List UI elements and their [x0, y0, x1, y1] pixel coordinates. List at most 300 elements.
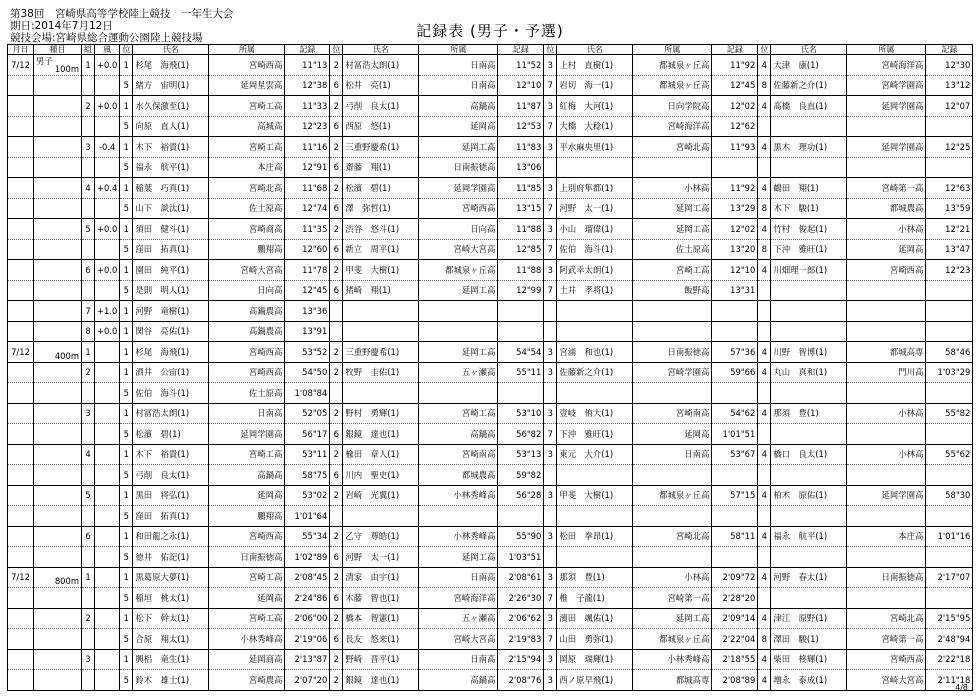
athlete-name: 柏木 原佑(1) [771, 485, 847, 506]
record-cell: 12"10 [712, 260, 758, 281]
record-cell: 2'17"07 [926, 567, 973, 588]
athlete-name: 窪田 拓真(1) [133, 506, 209, 527]
school-name: 都城農高 [847, 198, 926, 219]
record-cell: 53"10 [498, 403, 544, 424]
event-cell [34, 526, 82, 547]
place-cell: 4 [758, 670, 771, 691]
date-cell [8, 649, 34, 670]
place-cell: 2 [330, 362, 343, 383]
place-cell: 1 [120, 567, 133, 588]
record-cell: 13"12 [926, 75, 973, 96]
place-cell: 1 [120, 219, 133, 240]
record-cell: 54"50 [285, 362, 330, 383]
place-cell: 7 [544, 75, 557, 96]
athlete-name: 新立 周平(1) [343, 239, 419, 260]
date-cell [8, 137, 34, 158]
school-name [633, 321, 712, 342]
school-name: 宮崎西高 [847, 649, 926, 670]
event-cell [34, 116, 82, 137]
athlete-name: 河野 春太(1) [771, 567, 847, 588]
place-cell: 2 [330, 608, 343, 629]
athlete-name: 松濱 碧(1) [133, 424, 209, 445]
record-cell: 11"83 [498, 137, 544, 158]
place-cell: 5 [120, 198, 133, 219]
place-cell: 5 [120, 75, 133, 96]
school-name: 日向学院高 [633, 96, 712, 117]
record-cell: 12"23 [926, 260, 973, 281]
school-name: 宮崎大宮高 [847, 670, 926, 691]
record-cell [926, 157, 973, 178]
record-cell: 1'03"51 [498, 547, 544, 568]
school-name: 高鍋農高 [209, 301, 285, 322]
record-cell: 55"90 [498, 526, 544, 547]
record-cell: 1'03"29 [926, 362, 973, 383]
date-cell [8, 588, 34, 609]
athlete-name: 那須 豊(1) [557, 567, 633, 588]
athlete-name [771, 280, 847, 301]
column-header: 所属 [209, 45, 285, 55]
column-header-row [8, 45, 973, 55]
school-name [847, 424, 926, 445]
school-name: 日南振徳高 [419, 157, 498, 178]
place-cell [758, 116, 771, 137]
school-name: 飯野高 [633, 280, 712, 301]
heat-cell: 6 [82, 526, 95, 547]
record-cell [926, 424, 973, 445]
place-cell: 4 [758, 219, 771, 240]
place-cell: 6 [330, 116, 343, 137]
school-name: 門川高 [847, 362, 926, 383]
school-name: 宮崎西高 [209, 362, 285, 383]
athlete-name [557, 383, 633, 404]
record-cell: 12"74 [285, 198, 330, 219]
page-number: 4/8 [955, 683, 968, 692]
record-cell: 11"93 [712, 137, 758, 158]
athlete-name: 佐藤新之介(1) [771, 75, 847, 96]
school-name: 高鍋高 [419, 96, 498, 117]
record-cell: 12"45 [285, 280, 330, 301]
table-row [8, 301, 973, 322]
event-cell [34, 280, 82, 301]
place-cell: 2 [330, 219, 343, 240]
place-cell: 5 [120, 280, 133, 301]
place-cell: 2 [330, 96, 343, 117]
record-cell: 2'48"94 [926, 629, 973, 650]
wind-cell [95, 670, 120, 691]
event-cell [34, 403, 82, 424]
record-cell: 56"82 [498, 424, 544, 445]
school-name: 都城泉ヶ丘高 [633, 485, 712, 506]
place-cell: 3 [544, 342, 557, 363]
record-cell: 55"82 [926, 403, 973, 424]
school-name: 宮崎北高 [847, 608, 926, 629]
place-cell: 5 [120, 588, 133, 609]
school-name: 都城泉ヶ丘高 [633, 55, 712, 76]
date-cell [8, 301, 34, 322]
record-cell [498, 506, 544, 527]
athlete-name: 川内 聖史(1) [343, 465, 419, 486]
wind-cell [95, 547, 120, 568]
place-cell [544, 383, 557, 404]
athlete-name: 和田龍之永(1) [133, 526, 209, 547]
place-cell: 3 [544, 649, 557, 670]
school-name: 都城泉ヶ丘高 [633, 629, 712, 650]
table-row [8, 96, 973, 117]
school-name [633, 301, 712, 322]
wind-cell [95, 608, 120, 629]
athlete-name: 阿武幸太朗(1) [557, 260, 633, 281]
athlete-name: 須田 健斗(1) [133, 219, 209, 240]
place-cell: 3 [544, 567, 557, 588]
record-cell: 58"46 [926, 342, 973, 363]
record-cell [926, 588, 973, 609]
record-cell: 1'01"64 [285, 506, 330, 527]
school-name: 宮崎南高 [419, 444, 498, 465]
table-row [8, 547, 973, 568]
athlete-name: 乙守 尊皓(1) [343, 526, 419, 547]
athlete-name: 関谷 亮佑(1) [133, 321, 209, 342]
athlete-name: 山下 談汰(1) [133, 198, 209, 219]
place-cell [544, 465, 557, 486]
date-cell [8, 116, 34, 137]
place-cell: 2 [330, 260, 343, 281]
record-cell: 11"87 [498, 96, 544, 117]
place-cell: 7 [544, 280, 557, 301]
place-cell: 7 [544, 588, 557, 609]
school-name: 佐土原高 [209, 198, 285, 219]
athlete-name: 柴田 柊輝(1) [771, 649, 847, 670]
record-cell: 12"02 [712, 96, 758, 117]
school-name: 宮崎西高 [847, 260, 926, 281]
place-cell [758, 280, 771, 301]
column-header: 位 [758, 45, 771, 55]
athlete-name: 杉尾 海飛(1) [133, 342, 209, 363]
place-cell: 4 [758, 526, 771, 547]
place-cell: 3 [544, 178, 557, 199]
date-cell [8, 219, 34, 240]
table-row [8, 670, 973, 691]
school-name: 延岡工高 [419, 137, 498, 158]
athlete-name: 三重野慶希(1) [343, 342, 419, 363]
wind-cell: +0.0 [95, 219, 120, 240]
athlete-name: 河野 太一(1) [343, 547, 419, 568]
athlete-name [343, 301, 419, 322]
wind-cell: +0.0 [95, 321, 120, 342]
athlete-name: 鶴田 翔(1) [771, 178, 847, 199]
place-cell: 3 [544, 403, 557, 424]
record-cell [926, 506, 973, 527]
record-cell: 2'08"76 [498, 670, 544, 691]
athlete-name: 緒方 宙明(1) [133, 75, 209, 96]
wind-cell [95, 444, 120, 465]
place-cell: 5 [120, 383, 133, 404]
record-cell: 58"11 [712, 526, 758, 547]
record-cell: 2'15"94 [498, 649, 544, 670]
heat-cell [82, 198, 95, 219]
place-cell: 1 [120, 649, 133, 670]
athlete-name: 津江 原野(1) [771, 608, 847, 629]
date-cell [8, 629, 34, 650]
athlete-name [343, 321, 419, 342]
athlete-name [557, 506, 633, 527]
school-name: 宮崎大宮高 [419, 239, 498, 260]
athlete-name: 木下 駿(1) [771, 198, 847, 219]
athlete-name: 杉尾 海飛(1) [133, 55, 209, 76]
place-cell: 4 [758, 96, 771, 117]
place-cell: 4 [758, 55, 771, 76]
place-cell [758, 157, 771, 178]
school-name: 宮崎海洋高 [419, 588, 498, 609]
place-cell: 6 [330, 75, 343, 96]
place-cell: 6 [330, 424, 343, 445]
school-name: 小林高 [847, 219, 926, 240]
school-name: 日南振徳高 [633, 342, 712, 363]
athlete-name [557, 157, 633, 178]
record-cell: 12"02 [712, 219, 758, 240]
table-row [8, 629, 973, 650]
athlete-name: 大橋 大稔(1) [557, 116, 633, 137]
place-cell [330, 321, 343, 342]
athlete-name: 水久保激至(1) [133, 96, 209, 117]
column-header: 所属 [847, 45, 926, 55]
record-cell: 59"66 [712, 362, 758, 383]
place-cell: 7 [544, 629, 557, 650]
column-header: 氏名 [133, 45, 209, 55]
place-cell: 6 [330, 629, 343, 650]
date-cell [8, 321, 34, 342]
athlete-name: 黒田 将弘(1) [133, 485, 209, 506]
school-name: 延岡高 [209, 485, 285, 506]
place-cell: 3 [544, 362, 557, 383]
athlete-name: 澤田 駿(1) [771, 629, 847, 650]
athlete-name: 村冨浩太朗(1) [343, 55, 419, 76]
athlete-name [771, 301, 847, 322]
school-name [633, 383, 712, 404]
place-cell: 4 [758, 362, 771, 383]
record-cell: 2'22"04 [712, 629, 758, 650]
event-cell [34, 96, 82, 117]
school-name: 宮崎西高 [209, 55, 285, 76]
athlete-name: 銀鏡 達也(1) [343, 424, 419, 445]
record-cell: 12"25 [926, 137, 973, 158]
record-cell: 53"11 [285, 444, 330, 465]
column-header: 所属 [633, 45, 712, 55]
school-name [847, 157, 926, 178]
record-cell: 12"07 [926, 96, 973, 117]
athlete-name: 黒木 理功(1) [771, 137, 847, 158]
school-name: 小林秀峰高 [419, 485, 498, 506]
school-name: 延岡星雲高 [209, 75, 285, 96]
table-row [8, 342, 973, 363]
table-row [8, 75, 973, 96]
school-name: 小林秀峰高 [419, 526, 498, 547]
column-header: 風 [95, 45, 120, 55]
table-row [8, 608, 973, 629]
athlete-name: 楡田 章人(1) [343, 444, 419, 465]
athlete-name: 興梠 竜生(1) [133, 649, 209, 670]
school-name: 宮崎工高 [209, 444, 285, 465]
column-header: 位 [330, 45, 343, 55]
record-cell: 11"35 [285, 219, 330, 240]
place-cell [758, 547, 771, 568]
table-row [8, 485, 973, 506]
place-cell: 8 [758, 75, 771, 96]
event-cell [34, 608, 82, 629]
wind-cell [95, 198, 120, 219]
record-cell: 12"53 [498, 116, 544, 137]
school-name [847, 301, 926, 322]
place-cell: 5 [120, 157, 133, 178]
athlete-name: 黒葛原大夢(1) [133, 567, 209, 588]
school-name: 五ヶ瀬高 [419, 362, 498, 383]
record-cell: 58"75 [285, 465, 330, 486]
record-cell: 12"38 [285, 75, 330, 96]
record-cell [926, 301, 973, 322]
record-cell: 2'07"20 [285, 670, 330, 691]
event-name: 800m [54, 576, 79, 586]
athlete-name: 猪崎 翔(1) [343, 280, 419, 301]
place-cell: 2 [330, 444, 343, 465]
school-name: 宮崎北高 [633, 137, 712, 158]
place-cell: 6 [330, 157, 343, 178]
record-cell [926, 465, 973, 486]
record-cell: 2'08"89 [712, 670, 758, 691]
wind-cell [95, 157, 120, 178]
wind-cell [95, 629, 120, 650]
event-cell [34, 219, 82, 240]
school-name: 日南高 [419, 649, 498, 670]
record-cell: 2'13"87 [285, 649, 330, 670]
school-name: 延岡学園高 [847, 485, 926, 506]
school-name: 延岡高 [209, 588, 285, 609]
event-cell [34, 75, 82, 96]
heat-cell [82, 629, 95, 650]
column-header: 種目 [34, 45, 82, 55]
heat-cell [82, 157, 95, 178]
record-cell: 2'11"18 [926, 670, 973, 691]
date-cell [8, 608, 34, 629]
school-name: 本庄高 [209, 157, 285, 178]
record-cell [926, 116, 973, 137]
record-cell: 53"52 [285, 342, 330, 363]
column-header: 組 [82, 45, 95, 55]
record-cell [712, 301, 758, 322]
athlete-name: 河野 竜樹(1) [133, 301, 209, 322]
heat-cell: 5 [82, 485, 95, 506]
place-cell [758, 321, 771, 342]
athlete-name: 岡原 瑞輝(1) [557, 649, 633, 670]
place-cell: 6 [330, 465, 343, 486]
school-name: 高城高 [209, 116, 285, 137]
table-row [8, 55, 973, 76]
place-cell: 1 [120, 178, 133, 199]
athlete-name: 岩切 海一(1) [557, 75, 633, 96]
record-cell: 2'18"55 [712, 649, 758, 670]
school-name: 高鍋高 [419, 670, 498, 691]
wind-cell: -0.4 [95, 137, 120, 158]
school-name: 鵬翔高 [209, 239, 285, 260]
place-cell: 3 [544, 526, 557, 547]
event-cell [34, 485, 82, 506]
place-cell: 7 [544, 424, 557, 445]
place-cell [544, 547, 557, 568]
athlete-name: 松井 亮(1) [343, 75, 419, 96]
table-row [8, 260, 973, 281]
athlete-name: 野崎 晋平(1) [343, 649, 419, 670]
athlete-name: 牧野 圭佑(1) [343, 362, 419, 383]
record-cell: 12"30 [926, 55, 973, 76]
place-cell: 4 [758, 260, 771, 281]
school-name: 宮崎工高 [419, 403, 498, 424]
record-cell: 57"15 [712, 485, 758, 506]
event-cell [34, 567, 82, 588]
athlete-name: 河野 太一(1) [557, 198, 633, 219]
column-header: 位 [544, 45, 557, 55]
athlete-name: 岩崎 光翼(1) [343, 485, 419, 506]
heat-cell [82, 424, 95, 445]
place-cell [330, 506, 343, 527]
athlete-name: 小山 瑠偉(1) [557, 219, 633, 240]
athlete-name [771, 547, 847, 568]
place-cell: 1 [120, 485, 133, 506]
wind-cell: +1.0 [95, 301, 120, 322]
record-cell: 13"15 [498, 198, 544, 219]
place-cell: 5 [120, 506, 133, 527]
athlete-name [771, 588, 847, 609]
school-name: 宮崎西高 [419, 198, 498, 219]
page-title: 記録表 (男子・予選) [416, 22, 564, 40]
heat-cell [82, 116, 95, 137]
place-cell: 1 [120, 342, 133, 363]
school-name [847, 547, 926, 568]
heat-cell: 2 [82, 362, 95, 383]
heat-cell: 4 [82, 444, 95, 465]
athlete-name: 橋本 智憲(1) [343, 608, 419, 629]
record-cell: 11"88 [498, 219, 544, 240]
heat-cell: 3 [82, 403, 95, 424]
school-name: 宮崎大宮高 [419, 629, 498, 650]
date-cell [8, 444, 34, 465]
heat-cell [82, 465, 95, 486]
column-header: 記録 [712, 45, 758, 55]
wind-cell: +0.0 [95, 55, 120, 76]
record-cell [926, 280, 973, 301]
record-cell: 2'08"61 [498, 567, 544, 588]
place-cell: 8 [758, 629, 771, 650]
place-cell: 5 [120, 547, 133, 568]
heat-cell: 8 [82, 321, 95, 342]
date-cell [8, 260, 34, 281]
record-cell [498, 383, 544, 404]
event-cell [34, 198, 82, 219]
wind-cell: +0.0 [95, 96, 120, 117]
table-row [8, 567, 973, 588]
wind-cell [95, 116, 120, 137]
athlete-name [557, 321, 633, 342]
heat-cell [82, 670, 95, 691]
athlete-name: 合原 翔太(1) [133, 629, 209, 650]
school-name: 小林高 [847, 444, 926, 465]
athlete-name: 那須 豊(1) [771, 403, 847, 424]
record-cell: 2'08"45 [285, 567, 330, 588]
record-cell: 53"02 [285, 485, 330, 506]
school-name [633, 547, 712, 568]
record-cell: 2'06"62 [498, 608, 544, 629]
record-cell: 53"13 [498, 444, 544, 465]
record-cell [498, 321, 544, 342]
record-cell: 55"62 [926, 444, 973, 465]
event-cell [34, 506, 82, 527]
